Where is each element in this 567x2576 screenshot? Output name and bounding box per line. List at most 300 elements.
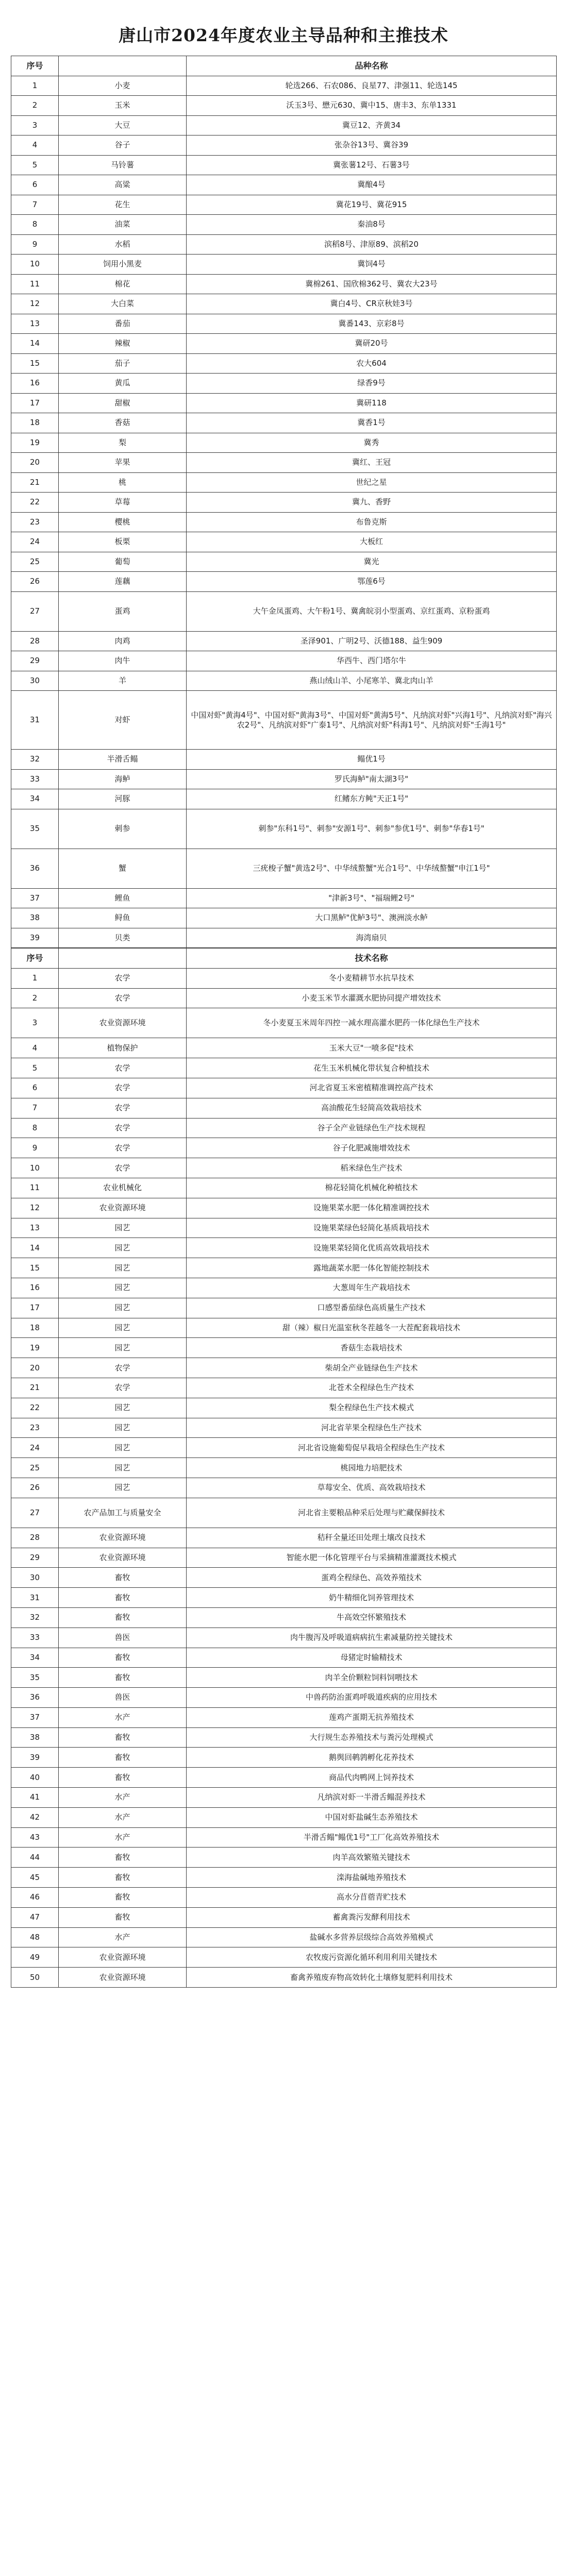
varieties-table <box>11 56 557 948</box>
field-category: 水产 <box>59 1927 187 1947</box>
field-category: 畜牧 <box>59 1907 187 1927</box>
row-number: 36 <box>11 1688 59 1708</box>
row-number: 47 <box>11 1907 59 1927</box>
row-number: 6 <box>11 1078 59 1098</box>
technique-name: 肉羊高效繁殖关键技术 <box>187 1848 557 1868</box>
technique-row <box>11 1198 557 1218</box>
row-number: 12 <box>11 1198 59 1218</box>
row-number: 20 <box>11 453 59 473</box>
row-number: 50 <box>11 1968 59 1988</box>
variety-names: 滨稻8号、津原89、滨稻20 <box>187 234 557 255</box>
row-number: 32 <box>11 1607 59 1628</box>
row-number: 31 <box>11 1588 59 1608</box>
variety-names: 冀白4号、CR京秋娃3号 <box>187 294 557 314</box>
technique-name: 小麦玉米节水灌溉水肥协同提产增效技术 <box>187 988 557 1008</box>
variety-names: 张杂谷13号、冀谷39 <box>187 135 557 156</box>
variety-row <box>11 334 557 354</box>
field-category: 园艺 <box>59 1238 187 1258</box>
row-number: 19 <box>11 433 59 453</box>
variety-names: 刺参"东科1号"、刺参"安源1号"、刺参"参优1号"、刺参"华春1号" <box>187 809 557 849</box>
row-number: 42 <box>11 1807 59 1827</box>
header-variety-name: 品种名称 <box>187 56 557 76</box>
field-category: 农业资源环境 <box>59 1198 187 1218</box>
crop-name: 大白菜 <box>59 294 187 314</box>
field-category: 农业资源环境 <box>59 1968 187 1988</box>
crop-name: 饲用小黑麦 <box>59 255 187 275</box>
row-number: 18 <box>11 413 59 433</box>
variety-row <box>11 195 557 215</box>
row-number: 29 <box>11 1548 59 1568</box>
row-number: 21 <box>11 472 59 493</box>
varieties-table-body <box>11 56 557 948</box>
row-number: 44 <box>11 1848 59 1868</box>
variety-names: 大板红 <box>187 532 557 552</box>
variety-row <box>11 255 557 275</box>
technique-name: 设施果菜绿色轻简化基质栽培技术 <box>187 1218 557 1238</box>
variety-row <box>11 374 557 394</box>
row-number: 23 <box>11 1418 59 1438</box>
crop-name: 棉花 <box>59 274 187 294</box>
crop-name: 辣椒 <box>59 334 187 354</box>
crop-name: 玉米 <box>59 96 187 116</box>
row-number: 17 <box>11 393 59 413</box>
row-number: 27 <box>11 591 59 631</box>
field-category: 农业资源环境 <box>59 1528 187 1548</box>
variety-row <box>11 413 557 433</box>
crop-name: 莲藕 <box>59 572 187 592</box>
technique-name: 棉花轻简化机械化种植技术 <box>187 1178 557 1198</box>
technique-row <box>11 1927 557 1947</box>
field-category: 园艺 <box>59 1298 187 1318</box>
row-number: 13 <box>11 314 59 334</box>
technique-name: 设施果菜水肥一体化精准调控技术 <box>187 1198 557 1218</box>
row-number: 9 <box>11 1138 59 1158</box>
technique-row <box>11 988 557 1008</box>
variety-names: 冀秀 <box>187 433 557 453</box>
field-category: 兽医 <box>59 1628 187 1648</box>
row-number: 25 <box>11 1458 59 1478</box>
crop-name: 桃 <box>59 472 187 493</box>
variety-names: 鄂莲6号 <box>187 572 557 592</box>
crop-name: 蟹 <box>59 849 187 888</box>
technique-row <box>11 1868 557 1888</box>
technique-name: 中兽药防治蛋鸡呼吸道疾病的应用技术 <box>187 1688 557 1708</box>
variety-names: 冀花19号、冀花915 <box>187 195 557 215</box>
technique-row <box>11 1748 557 1768</box>
variety-names: 冀九、香野 <box>187 493 557 513</box>
header-no: 序号 <box>11 948 59 969</box>
technique-name: 北苍术全程绿色生产技术 <box>187 1378 557 1398</box>
row-number: 19 <box>11 1338 59 1358</box>
row-number: 13 <box>11 1218 59 1238</box>
crop-name: 番茄 <box>59 314 187 334</box>
field-category: 农业资源环境 <box>59 1008 187 1038</box>
row-number: 10 <box>11 255 59 275</box>
variety-row <box>11 849 557 888</box>
technique-name: 商品代肉鸭网上饲养技术 <box>187 1768 557 1788</box>
field-category: 水产 <box>59 1807 187 1827</box>
variety-row <box>11 353 557 374</box>
field-category: 农学 <box>59 988 187 1008</box>
field-category: 园艺 <box>59 1278 187 1298</box>
technique-row <box>11 1398 557 1418</box>
variety-names: 布鲁克斯 <box>187 512 557 532</box>
field-category: 农学 <box>59 1118 187 1138</box>
technique-row <box>11 1607 557 1628</box>
field-category: 水产 <box>59 1827 187 1848</box>
field-category: 农学 <box>59 1378 187 1398</box>
variety-names: 大口黑鲈"优鲈3号"、澳洲淡水鲈 <box>187 908 557 928</box>
crop-name: 黄瓜 <box>59 374 187 394</box>
row-number: 5 <box>11 1058 59 1078</box>
technique-row <box>11 1218 557 1238</box>
field-category: 畜牧 <box>59 1727 187 1748</box>
row-number: 32 <box>11 750 59 770</box>
technique-row <box>11 1498 557 1528</box>
variety-names: 农大604 <box>187 353 557 374</box>
technique-name: 河北省设施葡萄促早栽培全程绿色生产技术 <box>187 1438 557 1458</box>
row-number: 34 <box>11 1648 59 1668</box>
technique-name: 稻米绿色生产技术 <box>187 1158 557 1178</box>
row-number: 2 <box>11 988 59 1008</box>
header-no: 序号 <box>11 56 59 76</box>
crop-name: 高粱 <box>59 175 187 195</box>
variety-row <box>11 393 557 413</box>
variety-names: 燕山绒山羊、小尾寒羊、冀北肉山羊 <box>187 671 557 691</box>
row-number: 48 <box>11 1927 59 1947</box>
technique-name: 滦海盐碱地养殖技术 <box>187 1868 557 1888</box>
technique-name: 中国对虾盐碱生态养殖技术 <box>187 1807 557 1827</box>
row-number: 18 <box>11 1318 59 1338</box>
field-category: 农学 <box>59 1358 187 1378</box>
field-category: 植物保护 <box>59 1038 187 1058</box>
technique-name: 设施果菜轻简化优质高效栽培技术 <box>187 1238 557 1258</box>
technique-row <box>11 968 557 988</box>
variety-row <box>11 76 557 96</box>
field-category: 园艺 <box>59 1458 187 1478</box>
field-category: 农学 <box>59 1078 187 1098</box>
technique-name: 花生玉米机械化带状复合种植技术 <box>187 1058 557 1078</box>
crop-name: 肉牛 <box>59 651 187 671</box>
crop-name: 茄子 <box>59 353 187 374</box>
technique-name: 智能水肥一体化管理平台与采摘精准灌溉技术模式 <box>187 1548 557 1568</box>
crop-name: 樱桃 <box>59 512 187 532</box>
field-category: 园艺 <box>59 1258 187 1278</box>
row-number: 49 <box>11 1947 59 1968</box>
row-number: 35 <box>11 809 59 849</box>
variety-row <box>11 135 557 156</box>
technique-name: 莲鸡产蛋期无抗养殖技术 <box>187 1707 557 1727</box>
variety-row <box>11 314 557 334</box>
row-number: 4 <box>11 1038 59 1058</box>
crop-name: 甜椒 <box>59 393 187 413</box>
technique-name: 口感型番茄绿色高质量生产技术 <box>187 1298 557 1318</box>
row-number: 21 <box>11 1378 59 1398</box>
row-number: 14 <box>11 334 59 354</box>
variety-row <box>11 591 557 631</box>
field-category: 兽医 <box>59 1688 187 1708</box>
technique-row <box>11 1158 557 1178</box>
variety-names: 冀光 <box>187 552 557 572</box>
field-category: 畜牧 <box>59 1748 187 1768</box>
technique-row <box>11 1098 557 1118</box>
technique-row <box>11 1947 557 1968</box>
row-number: 24 <box>11 532 59 552</box>
crop-name: 刺参 <box>59 809 187 849</box>
row-number: 36 <box>11 849 59 888</box>
crop-name: 油菜 <box>59 215 187 235</box>
technique-row <box>11 1338 557 1358</box>
variety-names: 海湾扇贝 <box>187 928 557 948</box>
field-category: 农业机械化 <box>59 1178 187 1198</box>
variety-names: 鳎优1号 <box>187 750 557 770</box>
variety-row <box>11 472 557 493</box>
row-number: 26 <box>11 572 59 592</box>
field-category: 园艺 <box>59 1318 187 1338</box>
technique-name: 鹅舆回鹌鹑孵化花养技术 <box>187 1748 557 1768</box>
technique-name: 半滑舌鳎"鳎优1号"工厂化高效养殖技术 <box>187 1827 557 1848</box>
row-number: 24 <box>11 1438 59 1458</box>
technique-name: 大行规生态养殖技术与粪污处理模式 <box>187 1727 557 1748</box>
variety-row <box>11 96 557 116</box>
technique-row <box>11 1238 557 1258</box>
row-number: 46 <box>11 1888 59 1908</box>
variety-row <box>11 691 557 750</box>
variety-row <box>11 651 557 671</box>
row-number: 41 <box>11 1788 59 1808</box>
field-category: 畜牧 <box>59 1668 187 1688</box>
row-number: 39 <box>11 1748 59 1768</box>
technique-name: 桃园地力培肥技术 <box>187 1458 557 1478</box>
row-number: 8 <box>11 215 59 235</box>
technique-name: 梨全程绿色生产技术模式 <box>187 1398 557 1418</box>
variety-names: 冀香1号 <box>187 413 557 433</box>
technique-name: 甜（辣）椒日光温室秋冬茬越冬一大茬配套栽培技术 <box>187 1318 557 1338</box>
field-category: 水产 <box>59 1707 187 1727</box>
variety-names: 冀红、王冠 <box>187 453 557 473</box>
technique-row <box>11 1058 557 1078</box>
variety-row <box>11 809 557 849</box>
technique-name: 肉牛腹泻及呼吸道病病抗生素减量防控关键技术 <box>187 1628 557 1648</box>
crop-name: 苹果 <box>59 453 187 473</box>
technique-row <box>11 1118 557 1138</box>
technique-row <box>11 1548 557 1568</box>
row-number: 40 <box>11 1768 59 1788</box>
variety-names: 冀酿4号 <box>187 175 557 195</box>
technique-row <box>11 1038 557 1058</box>
field-category: 农学 <box>59 1138 187 1158</box>
variety-names: 绿香9号 <box>187 374 557 394</box>
row-number: 28 <box>11 1528 59 1548</box>
techniques-table-body <box>11 948 557 1988</box>
technique-row <box>11 1707 557 1727</box>
technique-row <box>11 1418 557 1438</box>
technique-name: 秸秆全量还田处理土壤改良技术 <box>187 1528 557 1548</box>
field-category: 园艺 <box>59 1398 187 1418</box>
technique-row <box>11 1848 557 1868</box>
crop-name: 小麦 <box>59 76 187 96</box>
header-blank <box>59 948 187 969</box>
technique-row <box>11 1258 557 1278</box>
variety-row <box>11 453 557 473</box>
row-number: 5 <box>11 155 59 175</box>
technique-name: 香菇生态栽培技术 <box>187 1338 557 1358</box>
field-category: 畜牧 <box>59 1888 187 1908</box>
technique-row <box>11 1628 557 1648</box>
row-number: 14 <box>11 1238 59 1258</box>
technique-name: 肉羊全价颗粒饲料饲喂技术 <box>187 1668 557 1688</box>
variety-names: 大午金凤蛋鸡、大午粉1号、冀禽皖羽小型蛋鸡、京红蛋鸡、京粉蛋鸡 <box>187 591 557 631</box>
crop-name: 半滑舌鳎 <box>59 750 187 770</box>
row-number: 22 <box>11 1398 59 1418</box>
crop-name: 花生 <box>59 195 187 215</box>
technique-row <box>11 1358 557 1378</box>
variety-row <box>11 115 557 135</box>
technique-name: 凡纳滨对虾一半滑舌鳎混养技术 <box>187 1788 557 1808</box>
page-title: 唐山市2024年度农业主导品种和主推技术 <box>119 25 448 45</box>
variety-names: "津新3号"、"福瑞鲤2号" <box>187 888 557 908</box>
crop-name: 葡萄 <box>59 552 187 572</box>
field-category: 农学 <box>59 1158 187 1178</box>
technique-row <box>11 1078 557 1098</box>
technique-row <box>11 1378 557 1398</box>
row-number: 16 <box>11 1278 59 1298</box>
crop-name: 河豚 <box>59 789 187 809</box>
technique-name: 母猪定时输精技术 <box>187 1648 557 1668</box>
row-number: 20 <box>11 1358 59 1378</box>
row-number: 15 <box>11 353 59 374</box>
technique-name: 冬小麦夏玉米周年四控一减水理高灌水肥药一体化绿色生产技术 <box>187 1008 557 1038</box>
row-number: 30 <box>11 671 59 691</box>
row-number: 39 <box>11 928 59 948</box>
technique-row <box>11 1768 557 1788</box>
technique-row <box>11 1968 557 1988</box>
field-category: 农业资源环境 <box>59 1947 187 1968</box>
varieties-header-row <box>11 56 557 76</box>
technique-name: 牛高效空怀繁殖技术 <box>187 1607 557 1628</box>
technique-name: 高油酸花生轻简高效栽培技术 <box>187 1098 557 1118</box>
technique-row <box>11 1588 557 1608</box>
technique-name: 河北省主要粮品种采后处理与贮藏保鲜技术 <box>187 1498 557 1528</box>
field-category: 畜牧 <box>59 1648 187 1668</box>
variety-names: 冀研118 <box>187 393 557 413</box>
header-blank <box>59 56 187 76</box>
variety-row <box>11 512 557 532</box>
field-category: 园艺 <box>59 1438 187 1458</box>
technique-row <box>11 1318 557 1338</box>
variety-names: 冀张薯12号、石薯3号 <box>187 155 557 175</box>
header-technique-name: 技术名称 <box>187 948 557 969</box>
crop-name: 马铃薯 <box>59 155 187 175</box>
variety-row <box>11 493 557 513</box>
technique-row <box>11 1438 557 1458</box>
variety-names: 轮选266、石农086、良星77、津强11、轮选145 <box>187 76 557 96</box>
crop-name: 贝类 <box>59 928 187 948</box>
technique-row <box>11 1008 557 1038</box>
technique-name: 大葱周年生产栽培技术 <box>187 1278 557 1298</box>
crop-name: 谷子 <box>59 135 187 156</box>
field-category: 园艺 <box>59 1338 187 1358</box>
variety-row <box>11 294 557 314</box>
technique-row <box>11 1907 557 1927</box>
field-category: 农学 <box>59 968 187 988</box>
variety-row <box>11 908 557 928</box>
variety-row <box>11 888 557 908</box>
crop-name: 对虾 <box>59 691 187 750</box>
row-number: 31 <box>11 691 59 750</box>
variety-row <box>11 631 557 651</box>
crop-name: 板栗 <box>59 532 187 552</box>
row-number: 26 <box>11 1478 59 1498</box>
row-number: 11 <box>11 274 59 294</box>
row-number: 38 <box>11 1727 59 1748</box>
variety-names: 冀豆12、齐黄34 <box>187 115 557 135</box>
crop-name: 梨 <box>59 433 187 453</box>
variety-row <box>11 274 557 294</box>
row-number: 4 <box>11 135 59 156</box>
variety-names: 罗氏海鲈"南太湖3号" <box>187 769 557 789</box>
technique-row <box>11 1648 557 1668</box>
technique-name: 盐碱水多营养层级综合高效养殖模式 <box>187 1927 557 1947</box>
row-number: 37 <box>11 888 59 908</box>
technique-row <box>11 1827 557 1848</box>
technique-row <box>11 1568 557 1588</box>
row-number: 25 <box>11 552 59 572</box>
variety-row <box>11 433 557 453</box>
technique-name: 奶牛精细化饲养管理技术 <box>187 1588 557 1608</box>
crop-name: 草莓 <box>59 493 187 513</box>
row-number: 11 <box>11 1178 59 1198</box>
variety-row <box>11 928 557 948</box>
field-category: 水产 <box>59 1788 187 1808</box>
variety-names: 冀番143、京彩8号 <box>187 314 557 334</box>
crop-name: 水稻 <box>59 234 187 255</box>
variety-row <box>11 769 557 789</box>
row-number: 27 <box>11 1498 59 1528</box>
variety-row <box>11 532 557 552</box>
variety-names: 冀研20号 <box>187 334 557 354</box>
variety-row <box>11 572 557 592</box>
row-number: 37 <box>11 1707 59 1727</box>
row-number: 35 <box>11 1668 59 1688</box>
row-number: 23 <box>11 512 59 532</box>
row-number: 12 <box>11 294 59 314</box>
variety-names: 秦油8号 <box>187 215 557 235</box>
field-category: 农业资源环境 <box>59 1548 187 1568</box>
crop-name: 香菇 <box>59 413 187 433</box>
row-number: 7 <box>11 195 59 215</box>
technique-name: 柴胡全产业链绿色生产技术 <box>187 1358 557 1378</box>
technique-name: 露地蔬菜水肥一体化智能控制技术 <box>187 1258 557 1278</box>
variety-names: 冀棉261、国欣棉362号、冀农大23号 <box>187 274 557 294</box>
row-number: 1 <box>11 76 59 96</box>
row-number: 45 <box>11 1868 59 1888</box>
variety-row <box>11 234 557 255</box>
variety-names: 沃玉3号、懋元630、冀中15、唐丰3、东单1331 <box>187 96 557 116</box>
variety-names: 三疣梭子蟹"黄选2号"、中华绒螯蟹"光合1号"、中华绒螯蟹"申江1号" <box>187 849 557 888</box>
technique-row <box>11 1668 557 1688</box>
row-number: 7 <box>11 1098 59 1118</box>
crop-name: 肉鸡 <box>59 631 187 651</box>
crop-name: 蛋鸡 <box>59 591 187 631</box>
row-number: 6 <box>11 175 59 195</box>
row-number: 17 <box>11 1298 59 1318</box>
technique-row <box>11 1298 557 1318</box>
variety-row <box>11 552 557 572</box>
technique-name: 农牧废污资源化循环利用利用关键技术 <box>187 1947 557 1968</box>
row-number: 38 <box>11 908 59 928</box>
row-number: 16 <box>11 374 59 394</box>
